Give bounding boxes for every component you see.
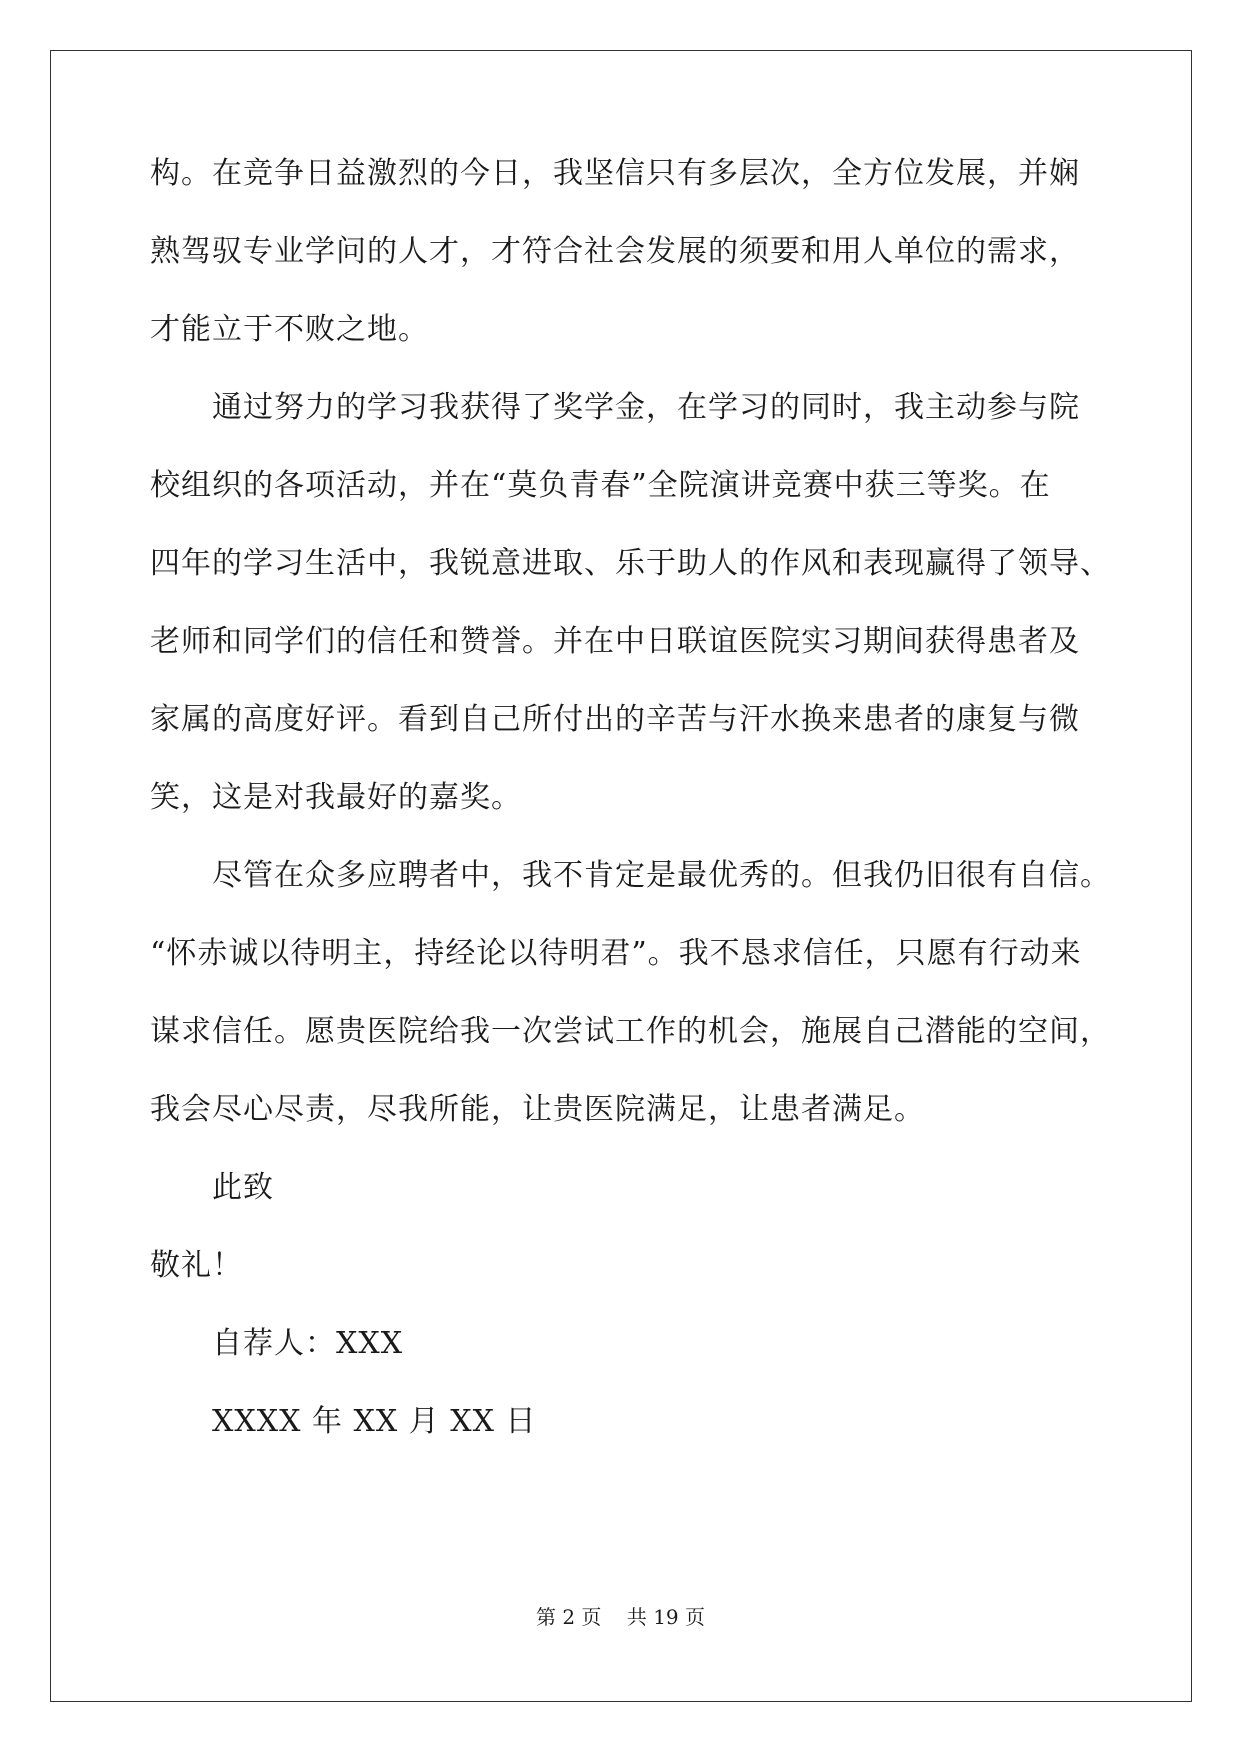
text-line: 老师和同学们的信任和赞誉。并在中日联谊医院实习期间获得患者及 (150, 624, 1080, 659)
closing-salutation: 此致 (212, 1170, 274, 1205)
text-line: 家属的高度好评。看到自己所付出的辛苦与汗水换来患者的康复与微 (150, 702, 1080, 737)
text-line: 四年的学习生活中，我锐意进取、乐于助人的作风和表现赢得了领导、 (150, 546, 1111, 581)
page-number-footer: 第 2 页 共 19 页 (535, 1605, 706, 1629)
signature: 自荐人：XXX (212, 1326, 404, 1361)
text-line: 校组织的各项活动，并在“莫负青春”全院演讲竞赛中获三等奖。在 (150, 468, 1051, 503)
text-line: 构。在竞争日益激烈的今日，我坚信只有多层次，全方位发展，并娴 (150, 156, 1080, 191)
text-line: 谋求信任。愿贵医院给我一次尝试工作的机会，施展自己潜能的空间， (150, 1014, 1111, 1049)
text-line: 尽管在众多应聘者中，我不肯定是最优秀的。但我仍旧很有自信。 (212, 858, 1111, 893)
closing-respect: 敬礼！ (150, 1248, 243, 1283)
date: XXXX 年 XX 月 XX 日 (212, 1404, 537, 1439)
text-line: 熟驾驭专业学问的人才，才符合社会发展的须要和用人单位的需求， (150, 234, 1080, 269)
text-line: 我会尽心尽责，尽我所能，让贵医院满足，让患者满足。 (150, 1092, 925, 1127)
text-line: “怀赤诚以待明主，持经论以待明君”。我不恳求信任，只愿有行动来 (150, 936, 1082, 971)
text-line: 笑，这是对我最好的嘉奖。 (150, 780, 522, 815)
text-line: 才能立于不败之地。 (150, 312, 429, 347)
text-line: 通过努力的学习我获得了奖学金，在学习的同时，我主动参与院 (212, 390, 1080, 425)
